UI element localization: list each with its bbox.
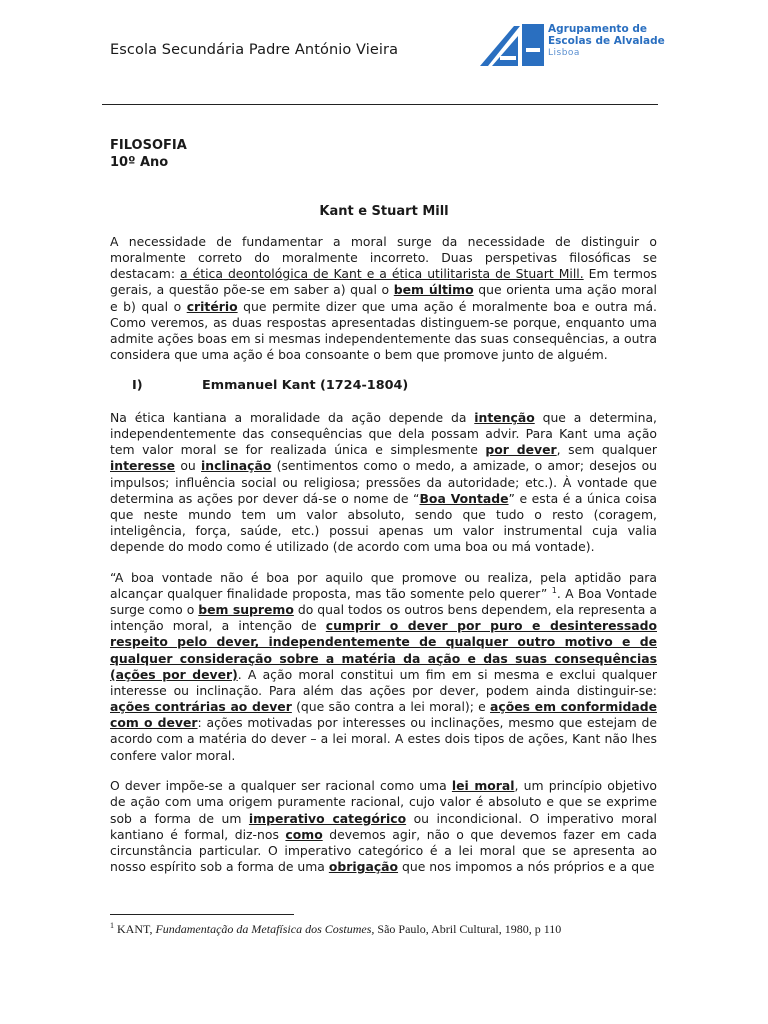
- text-run: ou incondicional. O imperativo moral kantiano é formal, diz-nos: [110, 810, 657, 842]
- text-run: que orienta uma ação moral e b) qual o: [110, 282, 657, 314]
- section-number: I): [132, 377, 143, 393]
- key-term: lei moral: [451, 778, 515, 794]
- footnote-ref: 1: [551, 585, 557, 595]
- kant-paragraph-3: [110, 778, 657, 875]
- footnote-author: KANT,: [114, 922, 156, 936]
- key-term: Boa Vontade: [419, 490, 509, 506]
- footnote-work-title: Fundamentação da Metafísica dos Costumes,: [155, 922, 375, 936]
- key-term: critério: [186, 298, 238, 314]
- agrupamento-logo-icon: [478, 22, 548, 70]
- text-run: que permite dizer que uma ação é moralmente boa e outra má. Como veremos, as duas respostas apresentadas distinguem-se porque, enquanto uma admite ações boas em si mesmas independentemente das suas consequências, a outra considera que uma ação é boa consoante o bem que promove junto de alguém.: [110, 298, 657, 363]
- text-run: que nos impomos a nós próprios e a que: [398, 858, 655, 874]
- header-divider: [102, 104, 658, 105]
- subject-grade: 10º Ano: [110, 155, 169, 170]
- key-term: ações em conformidade com o dever: [110, 699, 657, 731]
- key-term: bem último: [393, 282, 474, 298]
- logo-line-1: Agrupamento de: [548, 23, 647, 35]
- footnote-number: 1: [110, 921, 114, 930]
- text-run: O dever impõe-se a qualquer ser racional como uma: [110, 778, 452, 794]
- document-body: [110, 234, 657, 890]
- text-run: : ações motivadas por interesses ou inclinações, mesmo que estejam de acordo com a matéria do dever – a lei moral. A estes dois tipos de ações, Kant não lhes confere valor moral.: [110, 715, 658, 763]
- footnote-divider: [110, 914, 294, 915]
- text-run: que a determina, independentemente das consequências que dela possam advir. Para Kant uma ação tem valor moral se for realizada única e simplesmente: [110, 409, 657, 458]
- footnote: [110, 922, 670, 936]
- text-run: . A Boa Vontade surge como o: [110, 585, 657, 618]
- text-run: , um princípio objetivo de ação com uma origem puramente racional, cujo valor é absoluto e que se exprime sob a forma de um: [110, 778, 658, 826]
- section-title: Emmanuel Kant (1724-1804): [202, 377, 409, 393]
- key-term: interesse: [110, 458, 176, 474]
- text-run: A necessidade de fundamentar a moral surge da necessidade de distinguir o moralmente correto do moralmente incorreto. Duas perspetivas filosóficas se destacam:: [110, 234, 657, 282]
- text-run: Em termos gerais, a questão põe-se em saber a) qual o: [110, 266, 658, 298]
- logo-line-3: Lisboa: [548, 47, 580, 58]
- text-run: ou: [175, 458, 202, 474]
- text-run: (que são contra a lei moral); e: [291, 699, 491, 715]
- key-term: cumprir o dever por puro e desinteressado respeito pelo dever, independentemente de qualquer outro motivo e de qualquer consideração sobre a matéria da ação e das suas consequências (ações por dever): [110, 618, 658, 682]
- text-run: Na ética kantiana a moralidade da ação depende da: [110, 409, 475, 425]
- key-term: imperativo categórico: [248, 810, 407, 826]
- key-term: como: [285, 826, 323, 842]
- school-logo: [478, 22, 688, 70]
- key-term: inclinação: [201, 458, 272, 474]
- intro-paragraph: [110, 234, 657, 363]
- kant-paragraph-2: [110, 570, 657, 764]
- text-run: (sentimentos como o medo, a amizade, o amor; desejos ou impulsos; influência social ou religiosa; pressões da autoridade; etc.). À vontade que determina as ações por dever dá-se o nome de “: [110, 458, 658, 506]
- key-term: bem supremo: [198, 602, 294, 618]
- subject-name: FILOSOFIA: [110, 138, 187, 153]
- quote-text: “A boa vontade não é boa por aquilo que promove ou realiza, pela aptidão para alcançar qualquer finalidade proposta, mas tão somente pelo querer”: [110, 569, 657, 601]
- logo-text: [548, 24, 665, 58]
- text-run: , sem qualquer: [556, 442, 658, 458]
- key-term: por dever: [485, 442, 557, 458]
- text-run: do qual todos os outros bens dependem, ela representa a intenção moral, a intenção de: [110, 602, 657, 634]
- text-run: ” e esta é a única coisa que neste mundo tem um valor absoluto, sendo que tudo o resto (coragem, inteligência, força, saúde, etc.) possui apenas um valor instrumental cuja valia depende do modo como é utilizado (de acordo com uma boa ou má vontade).: [110, 490, 657, 555]
- section-heading-kant: [110, 378, 657, 394]
- school-name: Escola Secundária Padre António Vieira: [110, 42, 399, 58]
- text-run: . A ação moral constitui um fim em si mesma e exclui qualquer interesse ou inclinação. Para além das ações por dever, podem ainda distinguir-se:: [110, 666, 657, 698]
- underlined-text: a ética deontológica de Kant e a ética utilitarista de Stuart Mill.: [180, 266, 584, 282]
- logo-line-2: Escolas de Alvalade: [548, 34, 665, 47]
- kant-paragraph-1: [110, 410, 657, 555]
- key-term: ações contrárias ao dever: [110, 699, 292, 715]
- key-term: intenção: [474, 409, 535, 425]
- document-title: Kant e Stuart Mill: [319, 204, 449, 219]
- key-term: obrigação: [328, 858, 399, 874]
- subject-block: [110, 137, 187, 171]
- footnote-publication: São Paulo, Abril Cultural, 1980, p 110: [374, 922, 562, 936]
- text-run: devemos agir, não o que devemos fazer em cada circunstância particular. O imperativo categórico é a lei moral que se apresenta ao nosso espírito sob a forma de uma: [110, 826, 657, 874]
